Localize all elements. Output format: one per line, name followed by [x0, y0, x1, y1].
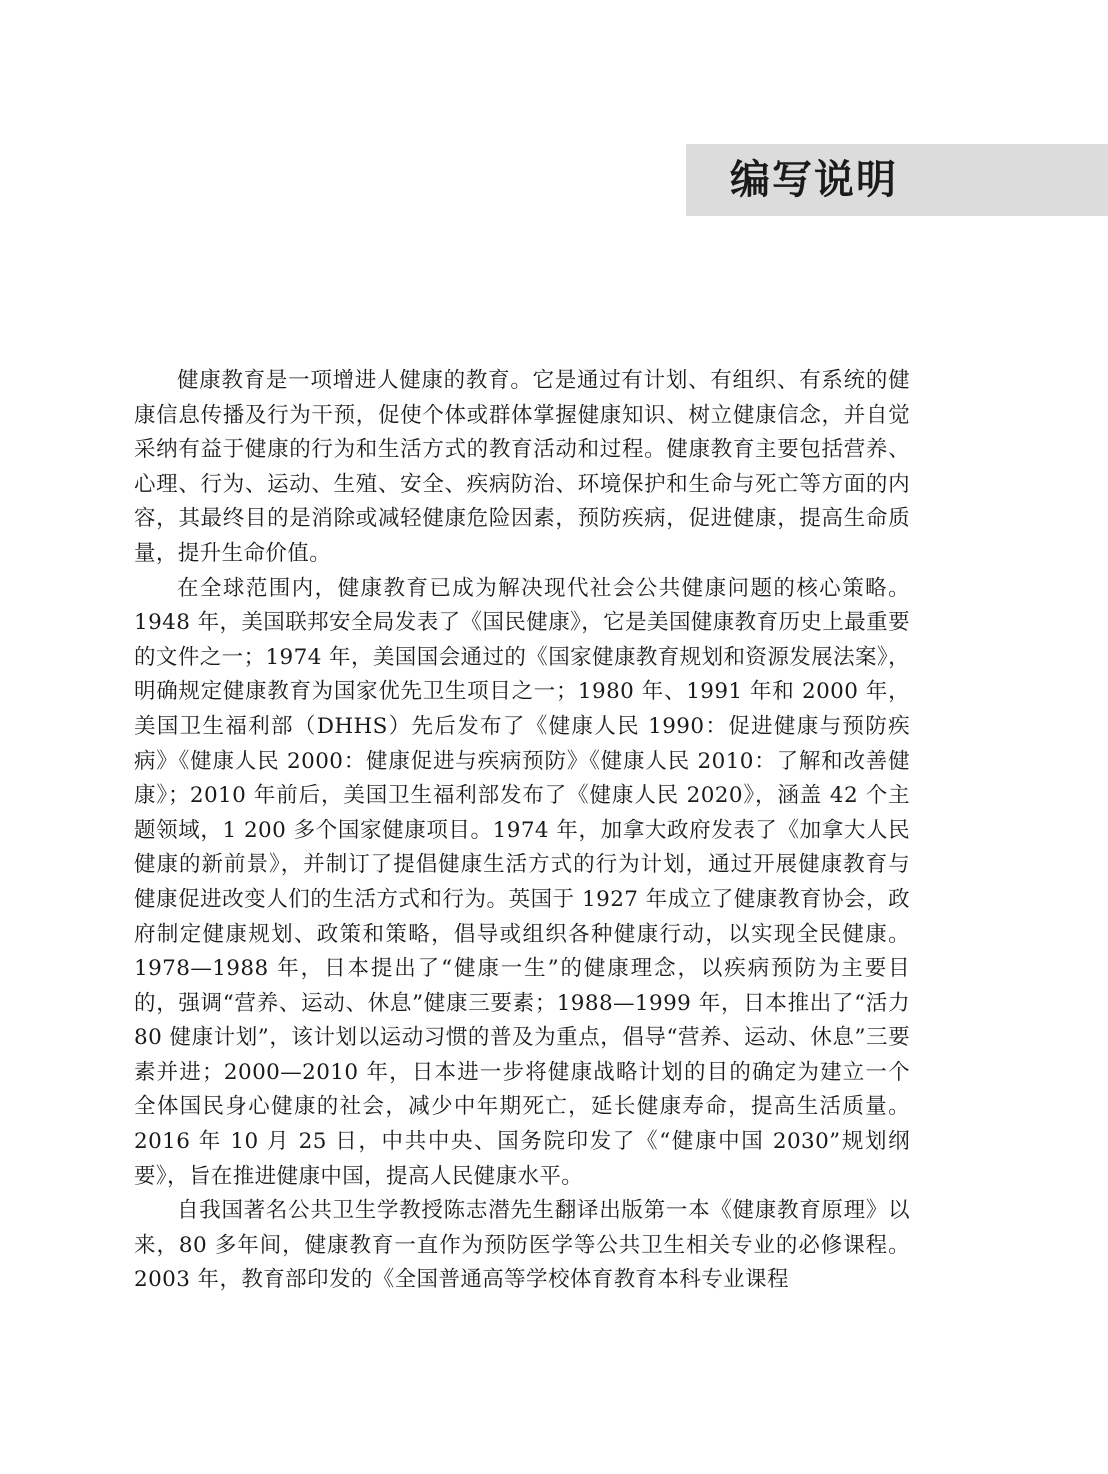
paragraph: 自我国著名公共卫生学教授陈志潜先生翻译出版第一本《健康教育原理》以来，80 多年间，健康教育一直作为预防医学等公共卫生相关专业的必修课程。2003 年，教育部印发的《全国普通高等学校体育教育本科专业课程 — [134, 1198, 910, 1293]
body-text — [134, 364, 910, 1298]
paragraph: 在全球范围内，健康教育已成为解决现代社会公共健康问题的核心策略。1948 年，美国联邦安全局发表了《国民健康》，它是美国健康教育历史上最重要的文件之一；1974 年，美国国会通过的《国家健康教育规划和资源发展法案》，明确规定健康教育为国家优先卫生项目之一；1980 年、1991 年和 2000 年，美国卫生福利部（DHHS）先后发布了《健康人民 1990：促进健康与预防疾病》《健康人民 2000：健康促进与疾病预防》《健康人民 2010：了解和改善健康》；2010 年前后，美国卫生福利部发布了《健康人民 2020》，涵盖 42 个主题领域，1 200 多个国家健康项目。1974 年，加拿大政府发表了《加拿大人民健康的新前景》，并制订了提倡健康生活方式的行为计划，通过开展健康教育与健康促进改变人们的生活方式和行为。英国于 1927 年成立了健康教育协会，政府制定健康规划、政策和策略，倡导或组织各种健康行动，以实现全民健康。1978—1988 年，日本提出了“健康一生”的健康理念，以疾病预防为主要目的，强调“营养、运动、休息”健康三要素；1988—1999 年，日本推出了“活力 80 健康计划”，该计划以运动习惯的普及为重点，倡导“营养、运动、休息”三要素并进；2000—2010 年，日本进一步将健康战略计划的目的确定为建立一个全体国民身心健康的社会，减少中年期死亡，延长健康寿命，提高生活质量。2016 年 10 月 25 日，中共中央、国务院印发了《“健康中国 2030”规划纲要》，旨在推进健康中国，提高人民健康水平。 — [134, 575, 910, 1189]
page-title: 编写说明 — [730, 157, 898, 203]
paragraph: 健康教育是一项增进人健康的教育。它是通过有计划、有组织、有系统的健康信息传播及行为干预，促使个体或群体掌握健康知识、树立健康信念，并自觉采纳有益于健康的行为和生活方式的教育活动和过程。健康教育主要包括营养、心理、行为、运动、生殖、安全、疾病防治、环境保护和生命与死亡等方面的内容，其最终目的是消除或减轻健康危险因素，预防疾病，促进健康，提高生命质量，提升生命价值。 — [134, 368, 910, 566]
title-banner — [686, 144, 1108, 216]
